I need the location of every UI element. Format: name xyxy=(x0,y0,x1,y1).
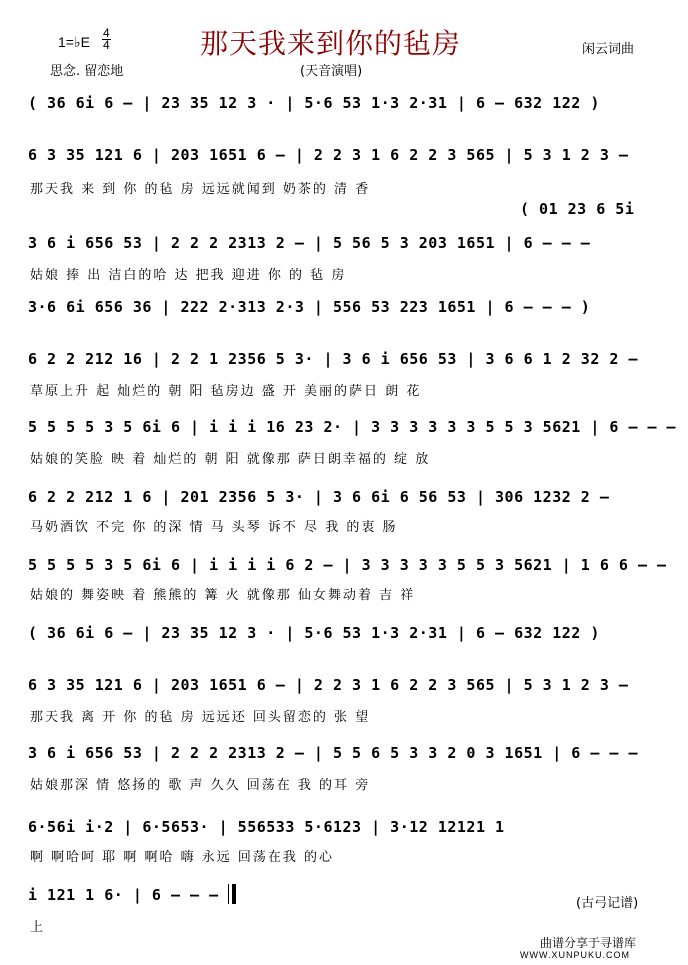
staff-line-14: i 121 1 6· | 6 – – – xyxy=(28,886,219,904)
composer-credit: 闲云词曲 xyxy=(582,42,635,57)
key-signature: 1=♭E xyxy=(58,34,90,50)
lyric-line-9: 姑娘的 舞姿映 着 熊熊的 篝 火 就像那 仙女舞动着 吉 祥 xyxy=(30,588,416,603)
lyric-line-14: 上 xyxy=(30,920,46,935)
staff-line-10: ( 36 6i 6 – | 23 35 12 3 · | 5·6 53 1·3 2·31 | 6 – 632 122 ) xyxy=(28,624,600,642)
lyric-line-6: 草原上升 起 灿烂的 朝 阳 毡房边 盛 开 美丽的萨日 朗 花 xyxy=(30,384,422,399)
staff-line-7: 5 5 5 5 3 5 6i 6 | i i i 16 23 2· | 3 3 3 3 3 3 5 5 3 5621 | 6 – – – xyxy=(28,418,677,436)
lyric-line-7: 姑娘的笑脸 映 着 灿烂的 朝 阳 就像那 萨日朗幸福的 绽 放 xyxy=(30,452,431,467)
staff-line-4: 3 6 i 656 53 | 2 2 2 2313 2 – | 5 56 5 3 203 1651 | 6 – – – xyxy=(28,234,591,252)
footer-text: 曲谱分享于寻谱库 xyxy=(540,936,637,950)
lyric-line-13: 啊 啊哈呵 耶 啊 啊哈 嗨 永远 回荡在我 的心 xyxy=(30,850,335,865)
performer-credit: (天音演唱) xyxy=(300,64,363,79)
final-barline-thin xyxy=(228,884,229,904)
time-signature xyxy=(102,28,111,51)
staff-line-13: 6·56i i·2 | 6·5653· | 556533 5·6123 | 3·12 12121 1 xyxy=(28,818,505,836)
staff-line-6: 6 2 2 212 16 | 2 2 1 2356 5 3· | 3 6 i 656 53 | 3 6 6 1 2 32 2 – xyxy=(28,350,638,368)
staff-line-5: 3·6 6i 656 36 | 222 2·313 2·3 | 556 53 223 1651 | 6 – – – ) xyxy=(28,298,591,316)
staff-line-1: ( 36 6i 6 – | 23 35 12 3 · | 5·6 53 1·3 2·31 | 6 – 632 122 ) xyxy=(28,94,600,112)
staff-line-3: ( 01 23 6 5i xyxy=(520,200,635,218)
style-marking: 思念. 留恋地 xyxy=(50,64,124,79)
staff-line-9: 5 5 5 5 3 5 6i 6 | i i i i 6 2 – | 3 3 3 3 3 5 5 3 5621 | 1 6 6 – – xyxy=(28,556,667,574)
time-numerator: 4 xyxy=(103,26,110,40)
lyric-line-2: 那天我 来 到 你 的毡 房 远远就闻到 奶茶的 清 香 xyxy=(30,182,371,197)
staff-line-11: 6 3 35 121 6 | 203 1651 6 – | 2 2 3 1 6 2 2 3 565 | 5 3 1 2 3 – xyxy=(28,676,629,694)
time-denominator: 4 xyxy=(103,38,110,52)
final-barline-thick xyxy=(232,884,236,904)
footer-url: WWW.XUNPUKU.COM xyxy=(520,950,630,960)
lyric-line-8: 马奶酒饮 不完 你 的深 情 马 头琴 诉不 尽 我 的衷 肠 xyxy=(30,520,398,535)
lyric-line-11: 那天我 离 开 你 的毡 房 远远还 回头留恋的 张 望 xyxy=(30,710,371,725)
transcriber-credit: (古弓记谱) xyxy=(576,896,639,911)
lyric-line-4: 姑娘 捧 出 洁白的哈 达 把我 迎进 你 的 毡 房 xyxy=(30,268,347,283)
lyric-line-12: 姑娘那深 情 悠扬的 歌 声 久久 回荡在 我 的耳 旁 xyxy=(30,778,371,793)
staff-line-2: 6 3 35 121 6 | 203 1651 6 – | 2 2 3 1 6 2 2 3 565 | 5 3 1 2 3 – xyxy=(28,146,629,164)
song-title: 那天我来到你的毡房 xyxy=(200,27,462,60)
staff-line-12: 3 6 i 656 53 | 2 2 2 2313 2 – | 5 5 6 5 3 3 2 0 3 1651 | 6 – – – xyxy=(28,744,638,762)
staff-line-8: 6 2 2 212 1 6 | 201 2356 5 3· | 3 6 6i 6 56 53 | 306 1232 2 – xyxy=(28,488,610,506)
